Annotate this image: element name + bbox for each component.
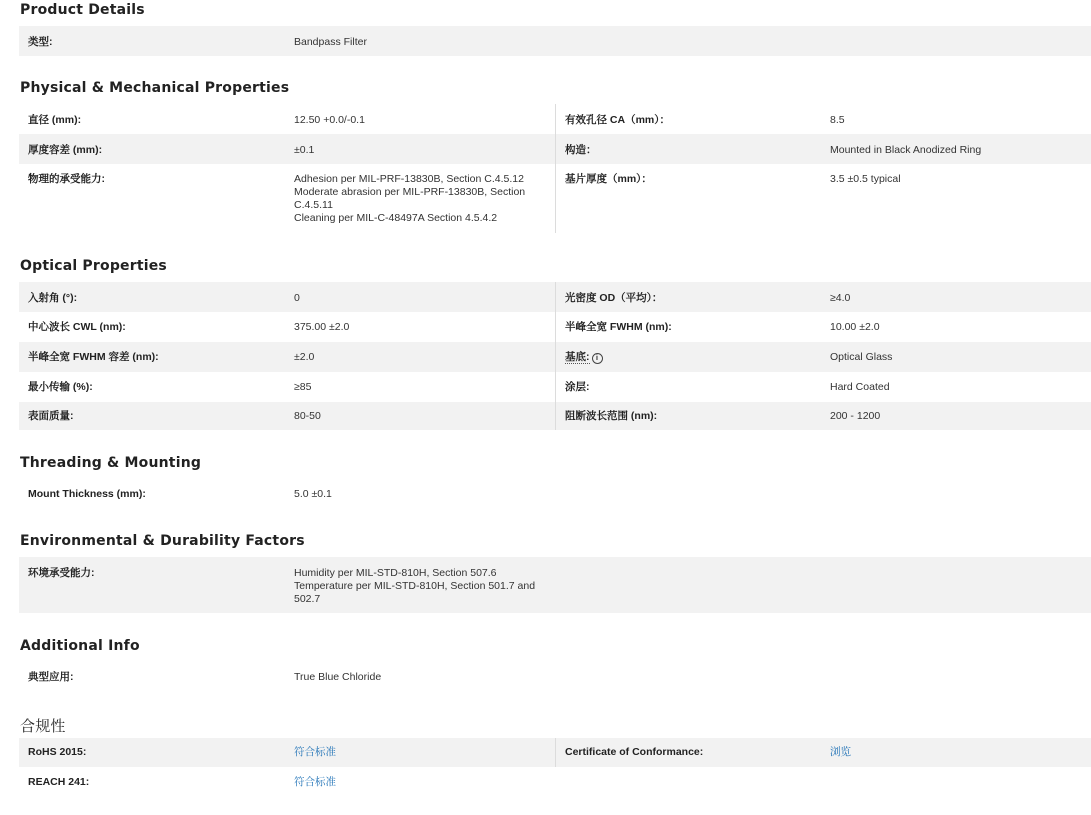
spec-label: 厚度容差 (mm): [28,144,103,156]
spec-label: Mount Thickness (mm): [28,488,146,500]
spec-label: 涂层: [565,381,590,393]
spec-value-line: Cleaning per MIL-C-48497A Section 4.5.4.2 [294,212,498,224]
spec-value [294,173,544,242]
column-divider [555,104,556,134]
reach-compliance-cell [294,776,544,806]
spec-value: 0 [294,292,300,304]
table-row [19,342,1091,372]
section-title-product-details: Product Details [20,2,145,18]
spec-value: 8.5 [830,114,845,126]
column-divider [555,312,556,342]
table-row [19,312,1091,342]
spec-value-line: C.4.5.11 [294,199,333,211]
table-row [19,738,1091,767]
spec-value-line: Temperature per MIL-STD-810H, Section 501.7 and [294,580,536,592]
spec-label: 中心波长 CWL (nm): [28,321,126,333]
table-row [19,662,1091,692]
spec-value: 3.5 ±0.5 typical [830,173,901,185]
spec-value: 80-50 [294,410,321,422]
column-divider [555,282,556,312]
column-divider [555,738,556,767]
table-row [19,372,1091,402]
info-icon[interactable]: i [592,353,603,364]
spec-value: 5.0 ±0.1 [294,488,332,500]
spec-value: ±0.1 [294,144,315,156]
spec-value: True Blue Chloride [294,671,382,683]
section-title-threading: Threading & Mounting [20,455,202,471]
spec-label: 构造： [565,144,597,156]
spec-label: 直径 (mm): [28,114,82,126]
spec-value-line: Moderate abrasion per MIL-PRF-13830B, Section [294,186,526,198]
table-row [19,104,1091,134]
table-row [19,402,1091,430]
spec-value: 200 - 1200 [830,410,881,422]
spec-value: 375.00 ±2.0 [294,321,350,333]
column-divider [555,134,556,164]
section-title-compliance: 合规性 [20,717,66,735]
spec-label: 入射角 (°): [28,292,78,304]
table-row [19,282,1091,312]
table-row [19,557,1091,613]
column-divider [555,164,556,233]
spec-value-line: 502.7 [294,593,321,605]
spec-label: 基片厚度（mm）： [565,173,652,185]
spec-label: 光密度 OD（平均）： [565,292,663,304]
table-row [19,164,1091,233]
reach-compliant-link[interactable]: 符合标准 [294,776,336,788]
table-row [19,767,1091,797]
spec-value: ≥85 [294,381,312,393]
table-row [19,26,1091,56]
section-title-additional: Additional Info [20,638,140,654]
spec-label: 最小传输 (%): [28,381,93,393]
section-title-environmental: Environmental & Durability Factors [20,533,305,549]
spec-label: 典型应用: [28,671,74,683]
table-row [19,480,1091,508]
spec-value-line: Humidity per MIL-STD-810H, Section 507.6 [294,567,497,579]
spec-label: 半峰全宽 FWHM 容差 (nm): [28,351,159,363]
spec-label: REACH 241: [28,776,90,788]
table-row [19,134,1091,164]
spec-value: Bandpass Filter [294,36,367,48]
spec-value: 10.00 ±2.0 [830,321,880,333]
certificate-view-link[interactable]: 浏览 [830,746,851,758]
spec-value: ≥4.0 [830,292,851,304]
spec-label: 阻断波长范围 (nm): [565,410,658,422]
spec-label: 类型: [28,36,53,48]
substrate-label-text: 基底: [565,351,590,363]
spec-label: 有效孔径 CA（mm）： [565,114,671,126]
spec-label: 表面质量: [28,410,74,422]
column-divider [555,342,556,372]
spec-value: Hard Coated [830,381,890,393]
spec-value-line: Adhesion per MIL-PRF-13830B, Section C.4.5.12 [294,173,524,185]
section-title-physical: Physical & Mechanical Properties [20,80,290,96]
rohs-compliant-link[interactable]: 符合标准 [294,746,336,758]
spec-value: Mounted in Black Anodized Ring [830,144,982,156]
spec-label: 半峰全宽 FWHM (nm): [565,321,672,333]
column-divider [555,402,556,430]
spec-value: ±2.0 [294,351,315,363]
section-title-optical: Optical Properties [20,258,167,274]
spec-value [294,567,544,623]
spec-label: 物理的承受能力: [28,173,105,185]
spec-label: RoHS 2015: [28,746,87,758]
spec-value: Optical Glass [830,351,893,363]
column-divider [555,372,556,402]
spec-label: 环境承受能力: [28,567,95,579]
spec-label: Certificate of Conformance: [565,746,704,758]
spec-value: 12.50 +0.0/-0.1 [294,114,365,126]
